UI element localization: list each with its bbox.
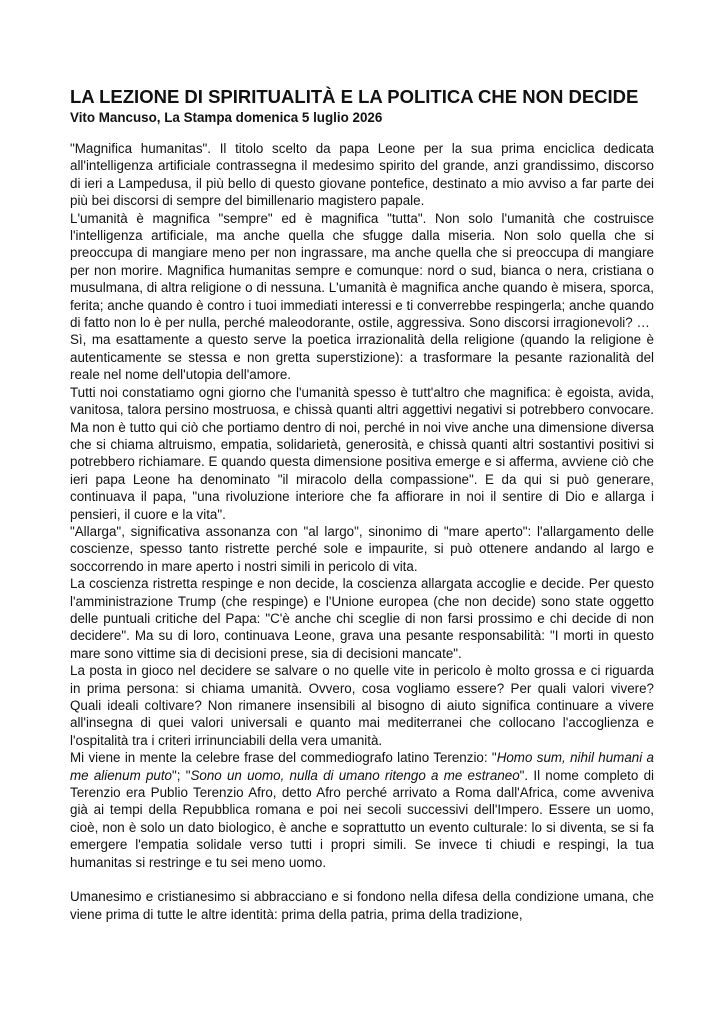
paragraph-6: La coscienza ristretta respinge e non decide, la coscienza allargata accoglie e decide. Per questo l'amministrazione Trump (che respinge) e l'Unione europea (che non decide) sono state oggetto delle puntuali critiche del Papa: "C'è anche chi sceglie di non farsi prossimo e chi decide di non decidere". Ma su di loro, continuava Leone, grava una pesante responsabilità: "I morti in questo mare sono vittime sia di decisioni prese, sia di decisioni mancate". xyxy=(70,576,654,661)
paragraph-5: "Allarga", significativa assonanza con "al largo", sinonimo di "mare aperto": l'allargamento delle coscienze, spesso tanto ristrette perché sole e impaurite, si può ottenere andando al largo e soccorrendo in mare aperto i nostri simili in pericolo di vita. xyxy=(70,523,654,574)
paragraph-4: Tutti noi constatiamo ogni giorno che l'umanità spesso è tutt'altro che magnifica: è egoista, avida, vanitosa, talora persino mostruosa, e chissà quanti altri aggettivi negativi si potrebbero convocare. Ma non è tutto qui ciò che portiamo dentro di noi, perché in noi vive anche una dimensione diversa che si chiama altruismo, empatia, solidarietà, generosità, e chissà quanti altri sostantivi positivi si potrebbero richiamare. E quando questa dimensione positiva emerge e si afferma, avviene ciò che ieri papa Leone ha denominato "il miracolo della compassione". E da qui si può generare, continuava il papa, "una rivoluzione interiore che fa affiorare in noi il sentire di Dio e allarga i pensieri, il cuore e la vita". xyxy=(70,384,654,522)
paragraph-terence xyxy=(70,749,654,871)
terence-italian-quote: Sono un uomo, nulla di umano ritengo a me estraneo xyxy=(190,767,520,783)
terence-separator: "; " xyxy=(172,767,191,783)
article-body xyxy=(70,140,654,923)
paragraph-7: La posta in gioco nel decidere se salvare o no quelle vite in pericolo è molto grossa e ci riguarda in prima persona: si chiama umanità. Ovvero, cosa vogliamo essere? Per quali valori vivere? Quali ideali coltivare? Non rimanere insensibili al bisogno di aiuto significa continuare a vivere all'insegna di quei valori universali e quanto mai mediterranei che collocano l'accoglienza e l'ospitalità tra i criteri irrinunciabili della vera umanità. xyxy=(70,663,654,748)
article-title: LA LEZIONE DI SPIRITUALITÀ E LA POLITICA CHE NON DECIDE xyxy=(70,86,639,107)
terence-intro: Mi viene in mente la celebre frase del commediografo latino Terenzio: " xyxy=(70,750,497,766)
article-byline: Vito Mancuso, La Stampa domenica 5 luglio 2026 xyxy=(70,110,383,125)
paragraph-3: Sì, ma esattamente a questo serve la poetica irrazionalità della religione (quando la religione è autenticamente se stessa e non gretta superstizione): a trasformare la pesante razionalità del reale nel nome dell'utopia dell'amore. xyxy=(70,332,654,383)
terence-rest: ". Il nome completo di Terenzio era Publio Terenzio Afro, detto Afro perché arrivato a Roma dall'Africa, come avveniva già ai tempi della Repubblica romana e poi nei secoli successivi dell'Impero. Essere un uomo, cioè, non è solo un dato biologico, è anche e soprattutto un evento culturale: lo si diventa, se si fa emergere l'empatia solidale verso tutti i propri simili. Se invece ti chiudi e respingi, la tua humanitas si restringe e tu sei meno uomo. xyxy=(70,767,654,870)
paragraph-closing: Umanesimo e cristianesimo si abbracciano e si fondono nella difesa della condizione umana, che viene prima di tutte le altre identità: prima della patria, prima della tradizione, xyxy=(70,889,654,922)
article-page xyxy=(70,86,654,923)
paragraph-2: L'umanità è magnifica "sempre" ed è magnifica "tutta". Non solo l'umanità che costruisce l'intelligenza artificiale, ma anche quella che sfugge dalla miseria. Non solo quella che si preoccupa di mangiare meno per non ingrassare, ma anche quella che si preoccupa di mangiare per non morire. Magnifica humanitas sempre e comunque: nord o sud, bianca o nera, cristiana o musulmana, di altra religione o di nessuna. L'umanità è magnifica anche quando è misera, sporca, ferita; anche quando è contro i tuoi immediati interessi e ti converrebbe respingerla; anche quando di fatto non lo è per nulla, perché maleodorante, ostile, aggressiva. Sono discorsi irragionevoli? … xyxy=(70,210,654,331)
terence-latin-quote: Homo sum, nihil humani a me alienum puto xyxy=(70,750,654,783)
paragraph-1: "Magnifica humanitas". Il titolo scelto da papa Leone per la sua prima enciclica dedicata all'intelligenza artificiale contrassegna il medesimo spirito del grande, anzi grandissimo, discorso di ieri a Lampedusa, il più bello di questo giovane pontefice, destinato a mio avviso a far parte dei più bei discorsi di sempre del bimillenario magistero papale. xyxy=(70,141,654,209)
